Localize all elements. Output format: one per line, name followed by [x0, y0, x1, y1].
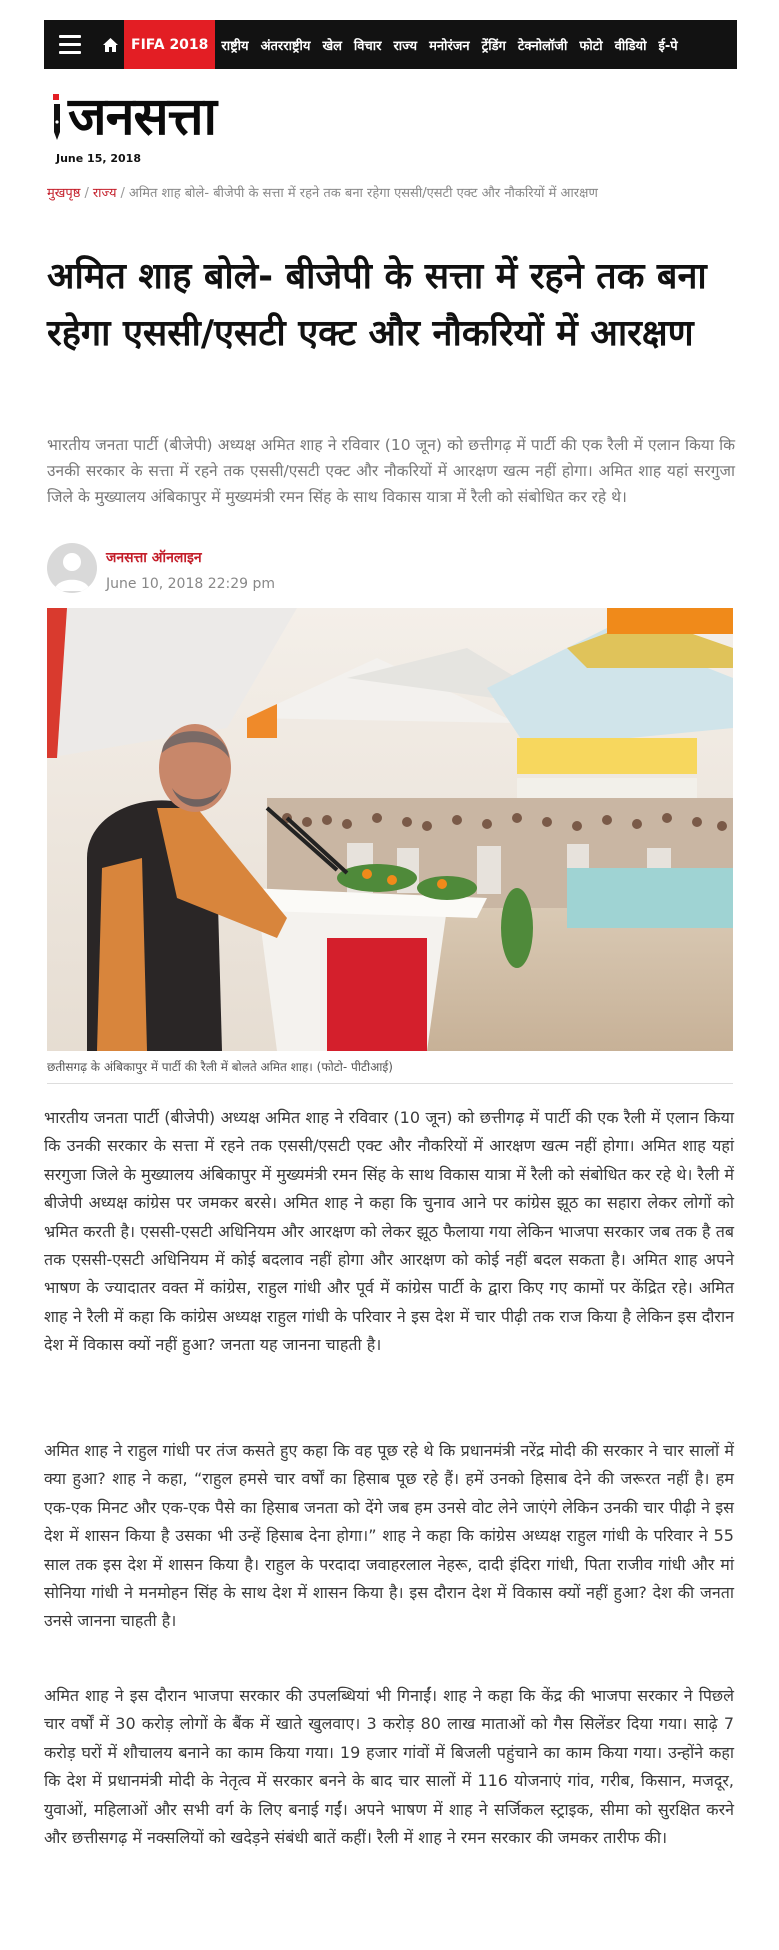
breadcrumb-home[interactable]: मुखपृष्ठ — [47, 186, 81, 201]
nav-item-sports[interactable]: खेल — [322, 38, 342, 54]
nav-item-video[interactable]: वीडियो — [614, 38, 647, 54]
article-headline: अमित शाह बोले- बीजेपी के सत्ता में रहने तक बना रहेगा एससी/एसटी एक्ट और नौकरियों में आरक्षण — [47, 256, 707, 354]
article-hero-image[interactable] — [47, 608, 733, 1051]
home-icon[interactable] — [96, 20, 124, 69]
nav-menu — [215, 20, 683, 69]
breadcrumb-separator: / — [120, 186, 125, 201]
site-logo[interactable] — [50, 87, 216, 147]
nav-item-international[interactable]: अंतरराष्ट्रीय — [260, 38, 311, 54]
user-silhouette-icon — [47, 543, 97, 593]
nav-item-trending[interactable]: ट्रेंडिंग — [481, 38, 506, 54]
breadcrumb-section[interactable]: राज्य — [92, 186, 117, 201]
author-name[interactable]: जनसत्ता ऑनलाइन — [106, 550, 202, 566]
article-paragraph: अमित शाह ने इस दौरान भाजपा सरकार की उपलब्धियां भी गिनाईं। शाह ने कहा कि केंद्र की भाजपा सरकार ने पिछले चार वर्षों में 30 करोड़ लोगों के बैंक में खाते खुलवाए। 3 करोड़ 80 लाख माताओं को गैस सिलेंडर दिया गया। साढ़े 7 करोड़ घरों में शौचालय बनाने का काम किया गया। 19 हजार गांवों में बिजली पहुंचाने का काम किया गया। उन्होंने कहा कि देश में प्रधानमंत्री मोदी के नेतृत्व में सरकार बनने के बाद चार सालों में 116 योजनाएं गांव, गरीब, किसान, मजदूर, युवाओं, महिलाओं और सभी वर्ग के लिए बनाई गईं। अपने भाषण में शाह ने सर्जिकल स्ट्राइक, सीमा को सुरक्षित करने और छत्तीसगढ़ में नक्सलियों को खदेड़ने संबंधी बातें कहीं। रैली में शाह ने रमन सरकार की जमकर तारीफ की। — [44, 1686, 734, 1848]
top-navbar — [44, 20, 737, 69]
breadcrumb-separator: / — [84, 186, 89, 201]
nav-item-fifa-2018[interactable]: FIFA 2018 — [124, 20, 215, 69]
pen-nib-icon — [50, 92, 68, 142]
nav-item-technology[interactable]: टेक्नोलॉजी — [517, 38, 568, 54]
nav-item-epaper[interactable]: ई-पे — [658, 38, 678, 54]
author-avatar[interactable] — [47, 543, 97, 593]
article-paragraph: भारतीय जनता पार्टी (बीजेपी) अध्यक्ष अमित शाह ने रविवार (10 जून) को छत्तीगढ़ में पार्टी की एक रैली में एलान किया कि उनकी सरकार के सत्ता में रहने तक एससी/एसटी एक्ट और नौकरियों में आरक्षण खत्म नहीं होगा। अमित शाह यहां सरगुजा जिले के मुख्यालय अंबिकापुर में मुख्यमंत्री रमन सिंह के साथ विकास यात्रा में रैली को संबोधित कर रहे थे। रैली में बीजेपी अध्यक्ष कांग्रेस पर जमकर बरसे। अमित शाह ने कहा कि चुनाव आने पर कांग्रेस झूठ का सहारा लेकर लोगों को भ्रमित करती है। एससी-एसटी अधिनियम और आरक्षण को लेकर झूठ फैलाया गया लेकिन भाजपा सरकार जब तक है तब तक एससी-एसटी अधिनियम में कोई बदलाव नहीं होगा और आरक्षण को कोई नहीं बदल सकता है। अमित शाह अपने भाषण के ज्यादातर वक्त में कांग्रेस, राहुल गांधी और पूर्व में कांग्रेस पार्टी के द्वारा किए गए कामों पर केंद्रित रहे। अमित शाह ने रैली में कहा कि कांग्रेस अध्यक्ष राहुल गांधी के परिवार ने इस देश में चार पीढ़ी तक राज किया है लेकिन इस दौरान देश में विकास क्यों नहीं हुआ? जनता यह जानना चाहती है। — [44, 1108, 734, 1355]
edition-date: June 15, 2018 — [56, 152, 141, 165]
nav-item-states[interactable]: राज्य — [393, 38, 418, 54]
article-paragraph: अमित शाह ने राहुल गांधी पर तंज कसते हुए कहा कि वह पूछ रहे थे कि प्रधानमंत्री नरेंद्र मोदी की सरकार ने चार सालों में क्या हुआ? शाह ने कहा, “राहुल हमसे चार वर्षों का हिसाब पूछ रहे हैं। हमें उनको हिसाब देने की जरूरत नहीं है। हम एक-एक मिनट और एक-एक पैसे का हिसाब जनता को देंगे जब हम उनसे वोट लेने जाएंगे लेकिन उनकी चार पीढ़ी ने इस देश में शासन किया है उसका भी उन्हें हिसाब देना होगा।” शाह ने कहा कि कांग्रेस अध्यक्ष राहुल गांधी के परिवार ने 55 साल तक इस देश में शासन किया है। राहुल के परदादा जवाहरलाल नेहरू, दादी इंदिरा गांधी, पिता राजीव गांधी और मां सोनिया गांधी ने मनमोहन सिंह के साथ देश में शासन किया है। इस दौरान देश में विकास क्यों नहीं हुआ? देश की जनता उनसे जानना चाहती है। — [44, 1441, 734, 1631]
article-summary: भारतीय जनता पार्टी (बीजेपी) अध्यक्ष अमित शाह ने रविवार (10 जून) को छत्तीगढ़ में पार्टी की एक रैली में एलान किया कि उनकी सरकार के सत्ता में रहने तक एससी/एसटी एक्ट और नौकरियों में आरक्षण खत्म नहीं होगा। अमित शाह यहां सरगुजा जिले के मुख्यालय अंबिकापुर में मुख्यमंत्री रमन सिंह के साथ विकास यात्रा में रैली को संबोधित कर रहे थे। — [47, 436, 735, 506]
logo-wordmark: जनसत्ता — [68, 87, 216, 147]
nav-item-opinion[interactable]: विचार — [353, 38, 382, 54]
image-caption: छतीसगढ़ के अंबिकापुर में पार्टी की रैली में बोलते अमित शाह। (फोटो- पीटीआई) — [47, 1058, 733, 1084]
menu-icon[interactable] — [44, 20, 96, 69]
breadcrumb — [47, 183, 737, 204]
nav-item-national[interactable]: राष्ट्रीय — [221, 38, 249, 54]
breadcrumb-current: अमित शाह बोले- बीजेपी के सत्ता में रहने तक बना रहेगा एससी/एसटी एक्ट और नौकरियों में आरक्षण — [128, 186, 598, 201]
nav-item-entertainment[interactable]: मनोरंजन — [429, 38, 470, 54]
nav-item-photo[interactable]: फोटो — [579, 38, 603, 54]
publish-date: June 10, 2018 22:29 pm — [106, 576, 276, 592]
